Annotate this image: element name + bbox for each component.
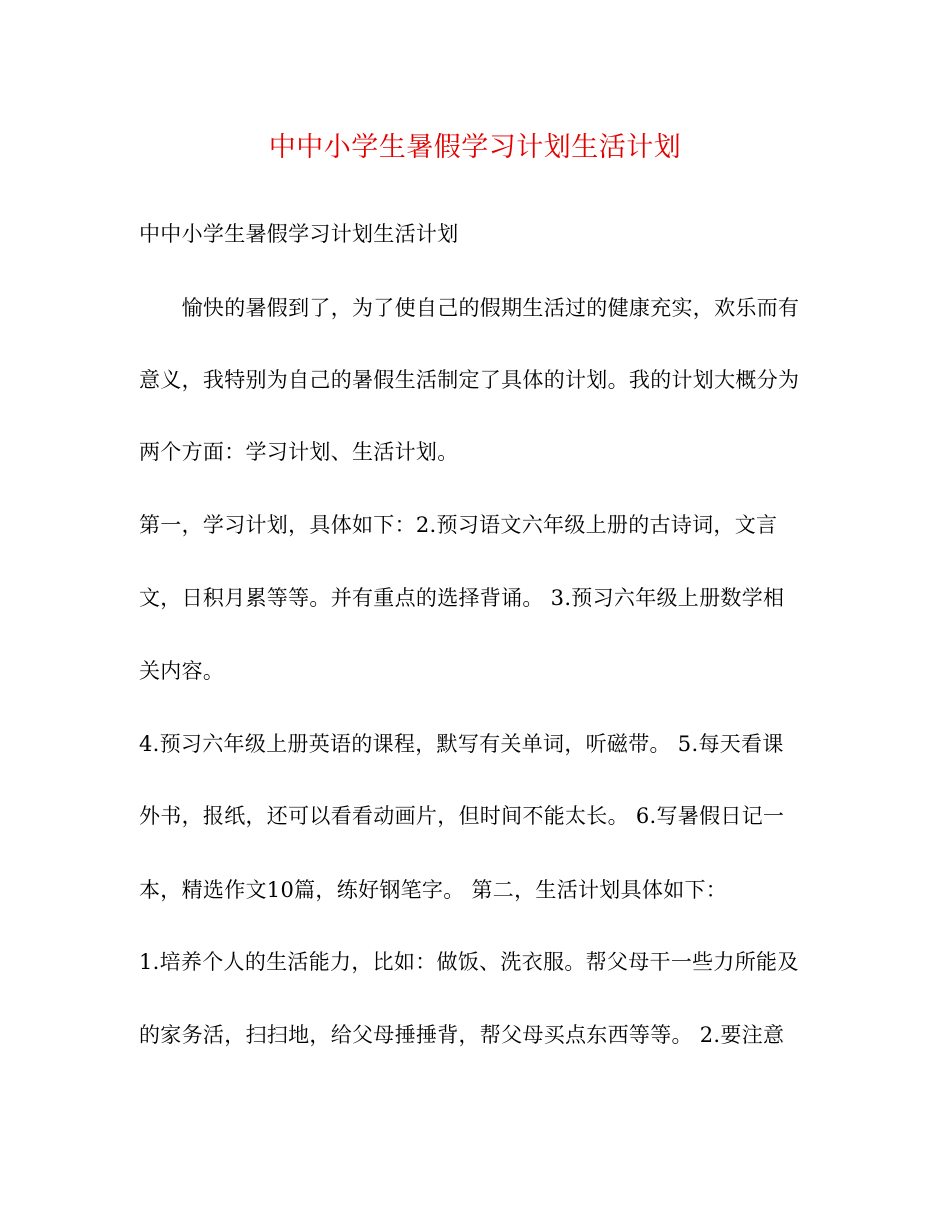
body-line: 的家务活，扫扫地，给父母捶捶背，帮父母买点东西等等。 2.要注意	[139, 1023, 785, 1047]
body-line: 本，精选作文10篇，练好钢笔字。 第二，生活计划具体如下：	[139, 878, 728, 902]
body-line: 愉快的暑假到了，为了使自己的假期生活过的健康充实，欢乐而有	[139, 296, 800, 320]
body-line: 4.预习六年级上册英语的课程，默写有关单词，听磁带。 5.每天看课	[139, 732, 784, 756]
subtitle-line: 中中小学生暑假学习计划生活计划	[139, 222, 459, 246]
body-line: 1.培养个人的生活能力，比如：做饭、洗衣服。帮父母干一些力所能及	[139, 950, 799, 974]
body-line: 外书，报纸，还可以看看动画片，但时间不能太长。 6.写暑假日记一	[139, 804, 785, 828]
body-line: 第一，学习计划，具体如下：2.预习语文六年级上册的古诗词，文言	[139, 513, 778, 537]
body-line: 关内容。	[139, 659, 225, 683]
body-line: 两个方面：学习计划、生活计划。	[139, 440, 459, 464]
body-line: 意义，我特别为自己的暑假生活制定了具体的计划。我的计划大概分为	[139, 368, 800, 392]
body-line: 文，日积月累等等。并有重点的选择背诵。 3.预习六年级上册数学相	[139, 586, 785, 610]
document-title: 中中小学生暑假学习计划生活计划	[268, 132, 682, 163]
